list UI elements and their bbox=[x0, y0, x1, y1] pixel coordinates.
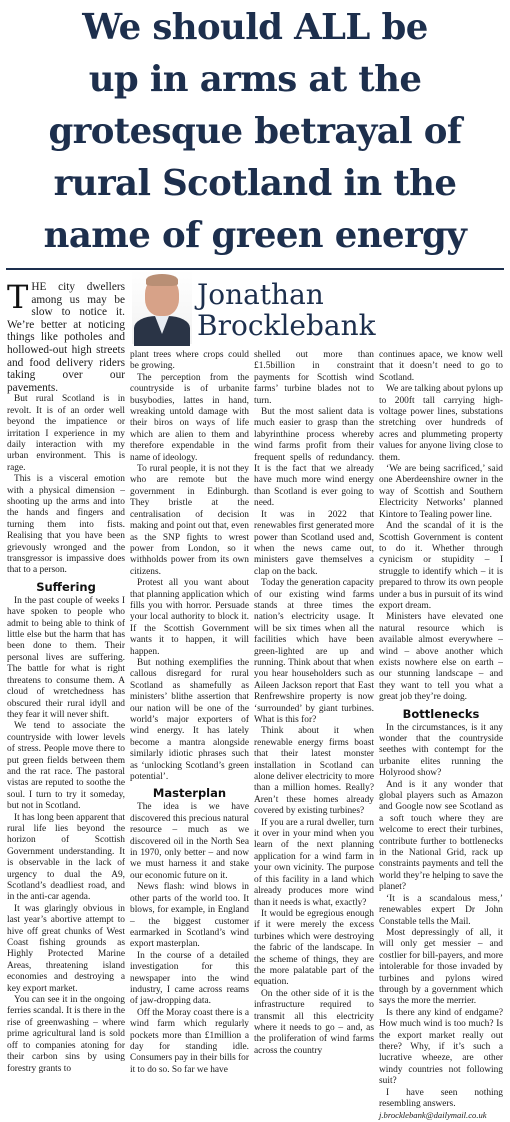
paragraph: Think about it when renewable energy firms boast that their latest monster installation in Scotland can alone deliver electricity to more than a million homes. Really? Aren’t these homes already covered by existing turbines? bbox=[254, 726, 374, 817]
paragraph: I have seen nothing resembling answers. bbox=[379, 1087, 503, 1109]
author-email[interactable]: j.brocklebank@dailymail.co.uk bbox=[379, 1110, 487, 1121]
paragraph: If you are a rural dweller, turn it over in your mind when you learn of the next planning application for a wind farm in your own vicinity. The purpose of this facility in a land which already produces more wind than it needs is what, exactly? bbox=[254, 817, 374, 908]
article-column-4 bbox=[379, 350, 503, 1121]
drop-cap: T bbox=[7, 278, 29, 316]
headline-line: We should ALL be bbox=[82, 7, 428, 48]
author-photo bbox=[132, 270, 192, 344]
paragraph: The idea is we have discovered this precious natural resource – much as we discovered oil in the North Sea in 1970, only better – and now we must harness it and stake our economic future on it. bbox=[130, 802, 249, 881]
paragraph: News flash: wind blows in other parts of the world too. It blows, for example, in England – the biggest customer earmarked in Scotland’s wind export masterplan. bbox=[130, 882, 249, 950]
paragraph: It would be egregious enough if it were merely the excess turbines which were destroying the fabric of the landscape. In the scheme of things, they are the more palatable part of the equation. bbox=[254, 908, 374, 988]
lead-paragraph bbox=[7, 278, 125, 394]
paragraph: But the most salient data is much easier to grasp than the labyrinthine process whereby wind farms profit from their frequent spells of redundancy. It is the fact that we already have much more wind energy than Scotland is ever going to need. bbox=[254, 407, 374, 509]
headline-line: grotesque betrayal of bbox=[48, 111, 462, 152]
paragraph: But nothing exemplifies the callous disregard for rural Scotland as shamefully as ministers’ blithe assertion that our nation will be one of the world’s major exporters of wind energy. It has lately become a mantra alongside similarly idiotic phrases such as ‘unlocking Scotland’s green potential’. bbox=[130, 657, 249, 783]
paragraph: And the scandal of it is the Scottish Government is content to do it. Whether through cynicism or stupidity – I struggle to identify which – it is prepared to throw its own people under a bus in pursuit of its wind export dream. bbox=[379, 521, 503, 611]
paragraph: But rural Scotland is in revolt. It is of an order well beyond the impatience or irritation I experience in my daily interaction with my urban environment. This is rage. bbox=[7, 394, 125, 473]
paragraph: Is there any kind of endgame? How much wind is too much? Is the export market really out there? Why, if it’s such a lucrative wheeze, are other windy countries not following suit? bbox=[379, 1007, 503, 1087]
paragraph: It was in 2022 that renewables first generated more power than Scotland used and, when the news came out, ministers gave themselves a clap on the back. bbox=[254, 509, 374, 577]
paragraph: ‘It is a scandalous mess,’ renewables expert Dr John Constable tells the Mail. bbox=[379, 893, 503, 927]
paragraph: In the past couple of weeks I have spoken to people who admit to being able to think of little else but the harm that has been done to them. Their personal lives are suffering. The battle for what is right threatens to consume them. A cloud of wretchedness has obscured their rural idyll and they fear it will never shift. bbox=[7, 595, 125, 720]
paragraph: We tend to associate the countryside with lower levels of stress. People move there to put green fields between them and the rat race. The pastoral vistas are reputed to soothe the soul. I turn to try it someday, but not in Scotland. bbox=[7, 721, 125, 812]
paragraph: You can see it in the ongoing ferries scandal. It is there in the rise of greenwashing – where prime agricultural land is sold off to companies atoning for their carbon sins by using forestry grants to bbox=[7, 995, 125, 1074]
headline-line: name of green energy bbox=[43, 215, 467, 256]
subheading: Suffering bbox=[36, 579, 96, 594]
headline-line: up in arms at the bbox=[88, 59, 422, 100]
paragraph: Off the Moray coast there is a wind farm which regularly pockets more than £1million a day for standing idle. Consumers pay in their bills for it to do so. So far we have bbox=[130, 1007, 249, 1075]
paragraph: It has long been apparent that rural life lies beyond the horizon of Scottish Government understanding. It is observable in the lack of urgency to dual the A9, Scotland’s deadliest road, and in the anti-car agenda. bbox=[7, 812, 125, 903]
paragraph: In the circumstances, is it any wonder that the countryside seethes with contempt for the urbanite elites running the Holyrood show? bbox=[379, 722, 503, 779]
author-first-name: Jonathan bbox=[197, 278, 324, 311]
paragraph: And is it any wonder that global players such as Amazon and Google now see Scotland as a soft touch where they are welcome to erect their turbines, contribute further to bottlenecks in the National Grid, rack up constraints payments and tell the world they’re helping to save the planet? bbox=[379, 779, 503, 893]
paragraph: To rural people, it is not they who are remote but the government in Edinburgh. They bristle at the centralisation of decision making and point out that, even as the SNP fights to wrest power from London, so it withholds power from its own citizens. bbox=[130, 464, 249, 577]
paragraph: plant trees where crops could be growing. bbox=[130, 350, 249, 372]
paragraph: Today the generation capacity of our existing wind farms stands at three times the nation’s electricity usage. It will be six times when all the facilities which have been green-lighted are up and running. Think about that when you hear householders such as Aileen Jackson report that East Renfrewshire property is now ‘surrounded’ by giant turbines. What is this for? bbox=[254, 578, 374, 725]
lead-text: HE city dwellers among us may be slow to notice it. We’re better at noticing things like potholes and hollowed-out high streets and food delivery riders taking over our pavements. bbox=[7, 281, 125, 394]
article-column-3 bbox=[254, 350, 374, 1056]
paragraph: This is a visceral emotion with a physical dimension – shooting up the arms and into the hands and fingers and turning them into fists. Realising that you have been grievously wronged and the transgressor is impassive does that to a person. bbox=[7, 474, 125, 576]
paragraph: On the other side of it is the infrastructure required to transmit all this electricity where it needs to go – and, as the proliferation of wind farms across the country bbox=[254, 988, 374, 1056]
paragraph: Ministers have elevated one natural resource which is available almost everywhere – wind – above another which exists nowhere else on earth – our stunning landscape – and they want to tell you what a great job they’re doing. bbox=[379, 612, 503, 703]
paragraph: shelled out more than £1.5billion in constraint payments for Scottish wind farms’ turbine blades not to turn. bbox=[254, 350, 374, 406]
author-last-name: Brocklebank bbox=[197, 309, 376, 342]
subheading: Masterplan bbox=[152, 786, 227, 801]
paragraph: continues apace, we know well that it doesn’t need to go to Scotland. bbox=[379, 350, 503, 383]
subheading: Bottlenecks bbox=[402, 706, 480, 721]
paragraph: We are talking about pylons up to 200ft tall carrying high-voltage power lines, substations stretching over hundreds of acres and plummeting property values for anyone living close to them. bbox=[379, 384, 503, 463]
headline-line: rural Scotland in the bbox=[53, 163, 457, 204]
paragraph: Most depressingly of all, it will only get messier – and costlier for bill-payers, and more intolerable for those invaded by turbines and pylons wired through by a government which says the more the merrier. bbox=[379, 927, 503, 1007]
paragraph: Protest all you want about that planning application which fills you with horror. Persuade your local authority to block it. If the Scottish Government wants it to happen, it will happen. bbox=[130, 578, 249, 657]
headline bbox=[6, 2, 504, 262]
article-column-1 bbox=[7, 278, 125, 1074]
paragraph: It was glaringly obvious in last year’s abortive attempt to hive off great chunks of West Coast fishing grounds as Highly Protected Marine Areas, threatening island economies and destroying a key export market. bbox=[7, 903, 125, 994]
paragraph: The perception from the countryside is of urbanite busybodies, lattes in hand, wreaking untold damage with their biros on ways of life which are alien to them and therefore expendable in the name of ideology. bbox=[130, 372, 249, 463]
headline-rule bbox=[6, 268, 504, 270]
paragraph: In the course of a detailed investigation for this newspaper into the wind industry, I came across reams of jaw-dropping data. bbox=[130, 950, 249, 1007]
article-column-2 bbox=[130, 350, 249, 1075]
author-byline bbox=[197, 279, 503, 341]
paragraph: ‘We are being sacrificed,’ said one Aberdeenshire owner in the way of Scottish and Southern Electricity Networks’ planned Kintore to Tealing power line. bbox=[379, 464, 503, 520]
